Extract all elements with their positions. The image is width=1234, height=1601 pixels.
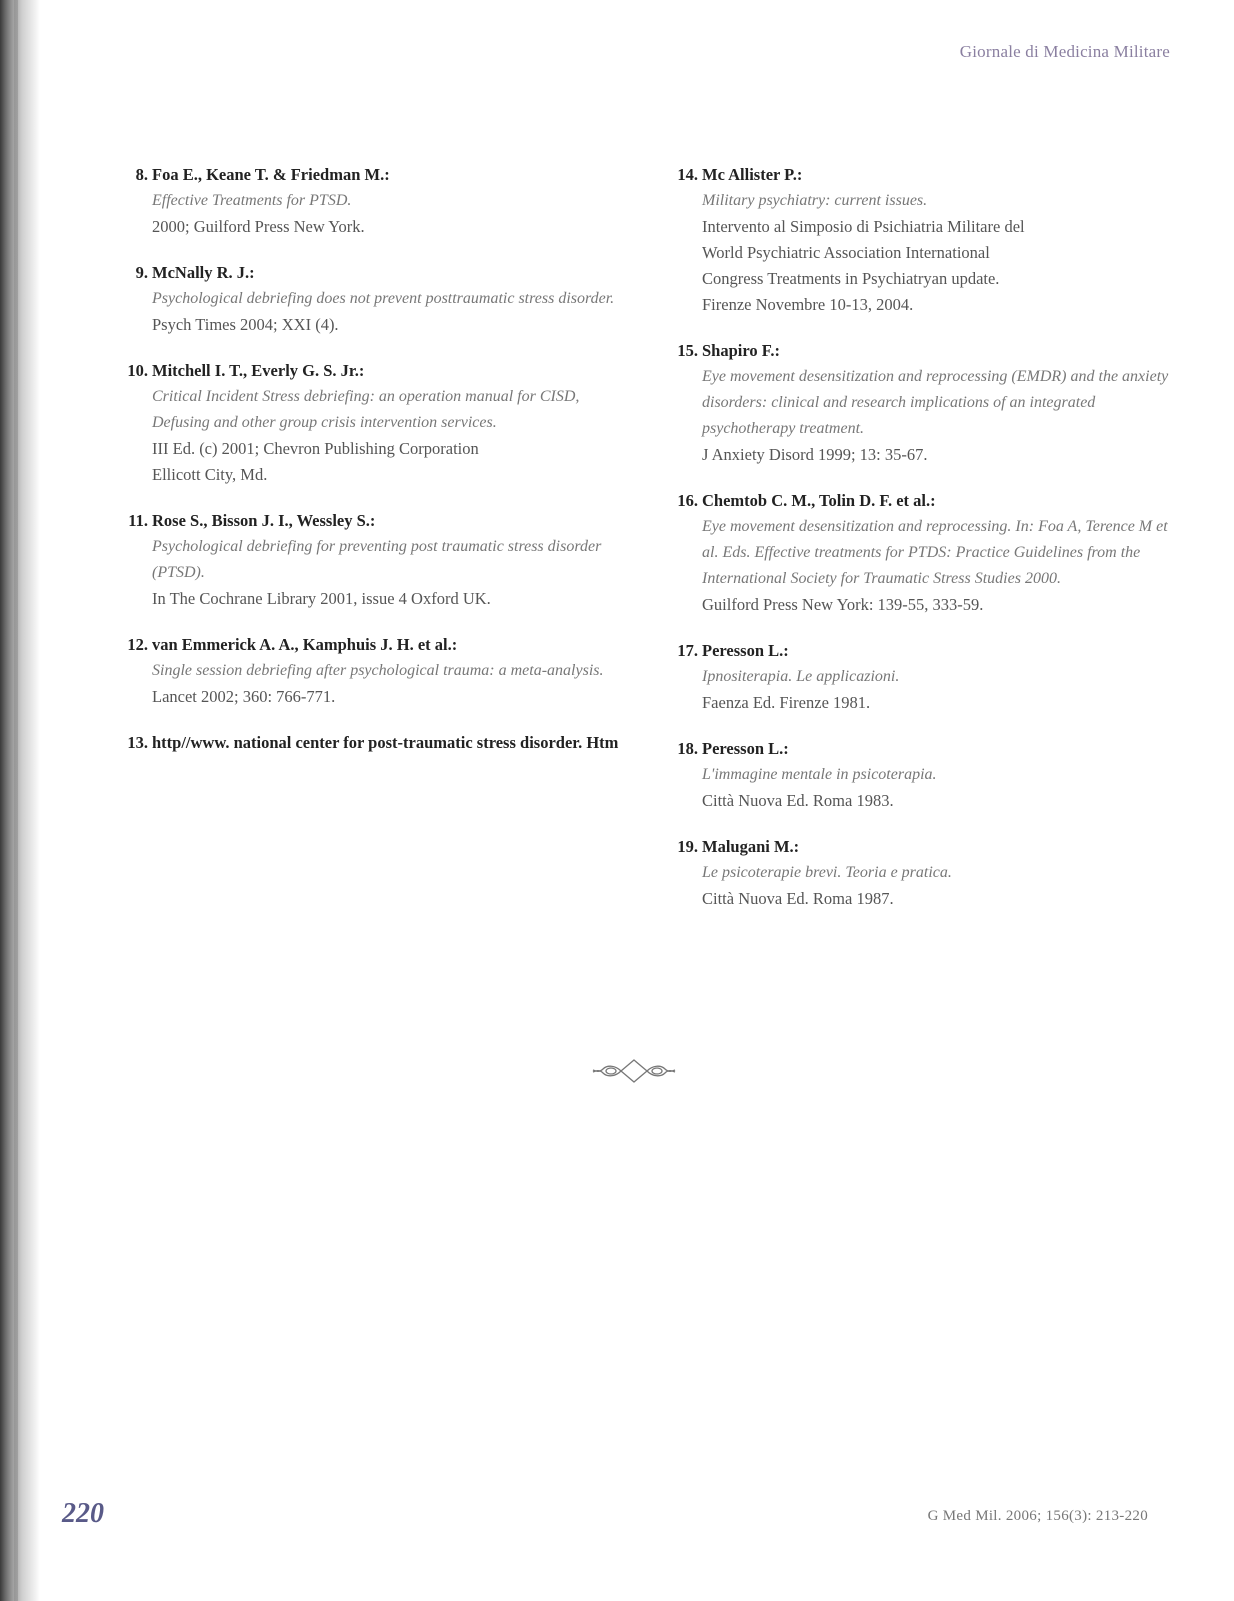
reference-source: Faenza Ed. Firenze 1981.	[702, 693, 871, 712]
footer-citation: G Med Mil. 2006; 156(3): 213-220	[927, 1508, 1148, 1524]
reference-number: 17.	[677, 641, 698, 660]
reference-item	[666, 638, 1186, 716]
reference-title: Eye movement desensitization and reprocessing. In: Foa A, Terence M et al. Eds. Effective treatments for PTDS: Practice Guidelines from the International Society for Traumatic Stress Studies 2000.	[702, 518, 1168, 587]
reference-title: Psychological debriefing for preventing post traumatic stress disorder (PTSD).	[152, 538, 602, 581]
reference-number: 8.	[135, 165, 148, 184]
reference-source: Lancet 2002; 360: 766-771.	[152, 687, 336, 706]
reference-source: Intervento al Simposio di Psichiatria Militare del	[702, 217, 1025, 236]
reference-item	[666, 488, 1186, 618]
reference-item	[116, 508, 636, 612]
reference-title: Le psicoterapie brevi. Teoria e pratica.	[702, 864, 952, 881]
references-right-column	[666, 162, 1186, 932]
reference-number: 14.	[677, 165, 698, 184]
reference-source: III Ed. (c) 2001; Chevron Publishing Corporation	[152, 439, 479, 458]
reference-number: 13.	[127, 733, 148, 752]
reference-item	[666, 162, 1186, 318]
reference-number: 10.	[127, 361, 148, 380]
reference-authors: http//www. national center for post-traumatic stress disorder. Htm	[152, 733, 619, 752]
reference-number: 15.	[677, 341, 698, 360]
reference-authors: Rose S., Bisson J. I., Wessley S.:	[152, 511, 376, 530]
reference-number: 19.	[677, 837, 698, 856]
reference-item	[666, 338, 1186, 468]
reference-title: Single session debriefing after psychological trauma: a meta-analysis.	[152, 662, 604, 679]
reference-source: Firenze Novembre 10-13, 2004.	[702, 295, 914, 314]
page-number: 220	[62, 1498, 104, 1529]
reference-authors: Mitchell I. T., Everly G. S. Jr.:	[152, 361, 365, 380]
reference-number: 18.	[677, 739, 698, 758]
references-left-column	[116, 162, 636, 776]
reference-source: J Anxiety Disord 1999; 13: 35-67.	[702, 445, 928, 464]
reference-title: L'immagine mentale in psicoterapia.	[702, 766, 937, 783]
reference-title: Military psychiatry: current issues.	[702, 192, 928, 209]
reference-authors: McNally R. J.:	[152, 263, 255, 282]
reference-source: Città Nuova Ed. Roma 1987.	[702, 889, 894, 908]
reference-authors: Peresson L.:	[702, 641, 789, 660]
reference-number: 9.	[135, 263, 148, 282]
page-binding-edge	[0, 0, 40, 1601]
reference-authors: van Emmerick A. A., Kamphuis J. H. et al.:	[152, 635, 458, 654]
reference-title: Ipnositerapia. Le applicazioni.	[702, 668, 900, 685]
reference-number: 12.	[127, 635, 148, 654]
reference-title: Psychological debriefing does not prevent posttraumatic stress disorder.	[152, 290, 615, 307]
reference-title: Eye movement desensitization and reprocessing (EMDR) and the anxiety disorders: clinical and research implications of an integrated psychotherapy treatment.	[702, 368, 1169, 437]
reference-authors: Chemtob C. M., Tolin D. F. et al.:	[702, 491, 936, 510]
reference-source: Congress Treatments in Psychiatryan update.	[702, 269, 1000, 288]
reference-item	[116, 358, 636, 488]
reference-source: Città Nuova Ed. Roma 1983.	[702, 791, 894, 810]
journal-header: Giornale di Medicina Militare	[959, 42, 1170, 61]
reference-source: World Psychiatric Association International	[702, 243, 990, 262]
reference-source: Guilford Press New York: 139-55, 333-59.	[702, 595, 984, 614]
reference-item	[116, 730, 636, 756]
ornament-divider-icon	[591, 1058, 677, 1084]
reference-authors: Shapiro F.:	[702, 341, 780, 360]
reference-item	[666, 834, 1186, 912]
reference-number: 16.	[677, 491, 698, 510]
reference-source: 2000; Guilford Press New York.	[152, 217, 365, 236]
reference-item	[116, 260, 636, 338]
reference-title: Effective Treatments for PTSD.	[152, 192, 352, 209]
reference-source: In The Cochrane Library 2001, issue 4 Oxford UK.	[152, 589, 491, 608]
reference-source: Psych Times 2004; XXI (4).	[152, 315, 339, 334]
reference-source: Ellicott City, Md.	[152, 465, 268, 484]
reference-authors: Peresson L.:	[702, 739, 789, 758]
reference-authors: Foa E., Keane T. & Friedman M.:	[152, 165, 390, 184]
reference-item	[666, 736, 1186, 814]
reference-item	[116, 162, 636, 240]
reference-authors: Malugani M.:	[702, 837, 800, 856]
reference-item	[116, 632, 636, 710]
reference-number: 11.	[128, 511, 148, 530]
reference-title: Critical Incident Stress debriefing: an operation manual for CISD, Defusing and other group crisis intervention services.	[152, 388, 580, 431]
reference-authors: Mc Allister P.:	[702, 165, 803, 184]
